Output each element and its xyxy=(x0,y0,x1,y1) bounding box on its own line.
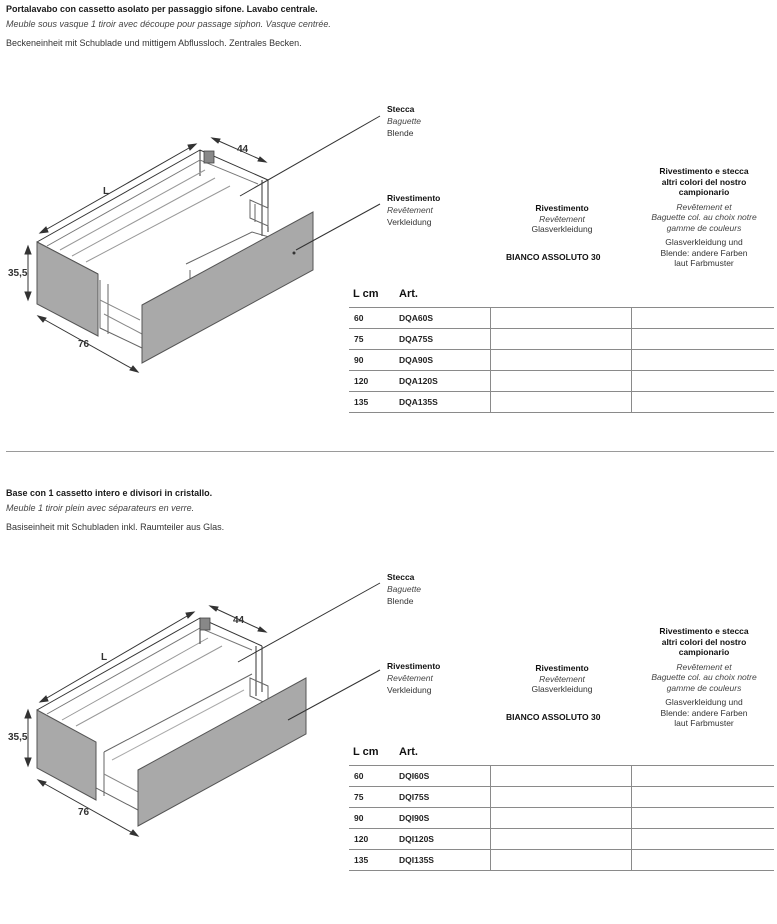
product-section-1 xyxy=(0,0,777,440)
section-title-de: Basiseinheit mit Schubladen inkl. Raumteiler aus Glas. xyxy=(6,522,225,532)
dim-length: L xyxy=(101,652,108,663)
header-lcm: L cm xyxy=(353,746,379,758)
cell-finish xyxy=(491,808,632,829)
header-lcm: L cm xyxy=(353,288,379,300)
cell-other xyxy=(632,766,775,787)
table-row xyxy=(349,766,774,787)
other-colors-column-header: Rivestimento e stecca altri colori del nostro campionario Revêtement et Baguette col. au choix notre gamme de couleurs Glasverkleidung und Blende: andere Farben laut Farbmuster xyxy=(651,166,757,268)
product-table xyxy=(349,307,774,413)
cell-length: 135 xyxy=(349,850,399,871)
dim-length: L xyxy=(103,186,110,197)
section-divider xyxy=(6,451,774,452)
cell-other xyxy=(632,787,775,808)
table-row xyxy=(349,371,774,392)
cell-length: 75 xyxy=(349,787,399,808)
cell-article: DQA60S xyxy=(399,308,491,329)
cell-finish xyxy=(491,371,632,392)
cell-article: DQI135S xyxy=(399,850,491,871)
cell-article: DQA75S xyxy=(399,329,491,350)
section-title-de: Beckeneinheit mit Schublade und mittigem Abflussloch. Zentrales Becken. xyxy=(6,38,302,48)
cell-other xyxy=(632,308,775,329)
cell-article: DQI90S xyxy=(399,808,491,829)
table-row xyxy=(349,829,774,850)
header-art: Art. xyxy=(399,288,418,300)
cell-article: DQI75S xyxy=(399,787,491,808)
cell-length: 135 xyxy=(349,392,399,413)
cell-length: 120 xyxy=(349,371,399,392)
table-row xyxy=(349,350,774,371)
table-row xyxy=(349,329,774,350)
dim-height: 35,5 xyxy=(8,268,28,279)
table-row xyxy=(349,392,774,413)
table-row xyxy=(349,787,774,808)
table-row xyxy=(349,808,774,829)
cell-finish xyxy=(491,392,632,413)
cell-finish xyxy=(491,766,632,787)
cell-length: 60 xyxy=(349,308,399,329)
product-section-2 xyxy=(0,484,777,924)
stecca-label: Stecca Baguette Blende xyxy=(387,104,422,138)
cell-length: 90 xyxy=(349,350,399,371)
cell-finish xyxy=(491,350,632,371)
table-row xyxy=(349,308,774,329)
dim-depth: 44 xyxy=(233,615,245,626)
section-title-fr: Meuble 1 tiroir plein avec séparateurs en verre. xyxy=(6,503,195,513)
cell-length: 120 xyxy=(349,829,399,850)
cell-article: DQA135S xyxy=(399,392,491,413)
cell-article: DQI60S xyxy=(399,766,491,787)
other-colors-column-header: Rivestimento e stecca altri colori del nostro campionario Revêtement et Baguette col. au choix notre gamme de couleurs Glasverkleidung und Blende: andere Farben laut Farbmuster xyxy=(651,626,757,728)
header-art: Art. xyxy=(399,746,418,758)
cell-other xyxy=(632,808,775,829)
cell-article: DQA120S xyxy=(399,371,491,392)
cell-finish xyxy=(491,829,632,850)
product-table xyxy=(349,765,774,871)
table-row xyxy=(349,850,774,871)
finish-value: BIANCO ASSOLUTO 30 xyxy=(506,712,601,722)
section-title-it: Portalavabo con cassetto asolato per passaggio sifone. Lavabo centrale. xyxy=(6,4,318,14)
cell-length: 90 xyxy=(349,808,399,829)
cell-finish xyxy=(491,329,632,350)
cell-other xyxy=(632,850,775,871)
rivestimento-label: Rivestimento Revêtement Verkleidung xyxy=(387,193,441,227)
cell-finish xyxy=(491,308,632,329)
dim-width: 76 xyxy=(78,807,90,818)
dim-height: 35,5 xyxy=(8,732,28,743)
cell-other xyxy=(632,350,775,371)
cell-article: DQI120S xyxy=(399,829,491,850)
finish-column-header: Rivestimento Revêtement Glasverkleidung xyxy=(531,663,593,694)
stecca-label: Stecca Baguette Blende xyxy=(387,572,422,606)
dim-depth: 44 xyxy=(237,144,249,155)
cell-finish xyxy=(491,850,632,871)
section-title-it: Base con 1 cassetto intero e divisori in cristallo. xyxy=(6,488,213,498)
cell-article: DQA90S xyxy=(399,350,491,371)
cell-other xyxy=(632,329,775,350)
cell-length: 60 xyxy=(349,766,399,787)
cell-finish xyxy=(491,787,632,808)
rivestimento-label: Rivestimento Revêtement Verkleidung xyxy=(387,661,441,695)
cell-length: 75 xyxy=(349,329,399,350)
cell-other xyxy=(632,392,775,413)
finish-column-header: Rivestimento Revêtement Glasverkleidung xyxy=(531,203,593,234)
finish-value: BIANCO ASSOLUTO 30 xyxy=(506,252,601,262)
section-title-fr: Meuble sous vasque 1 tiroir avec découpe pour passage siphon. Vasque centrée. xyxy=(6,19,331,29)
dim-width: 76 xyxy=(78,339,90,350)
cell-other xyxy=(632,829,775,850)
cell-other xyxy=(632,371,775,392)
